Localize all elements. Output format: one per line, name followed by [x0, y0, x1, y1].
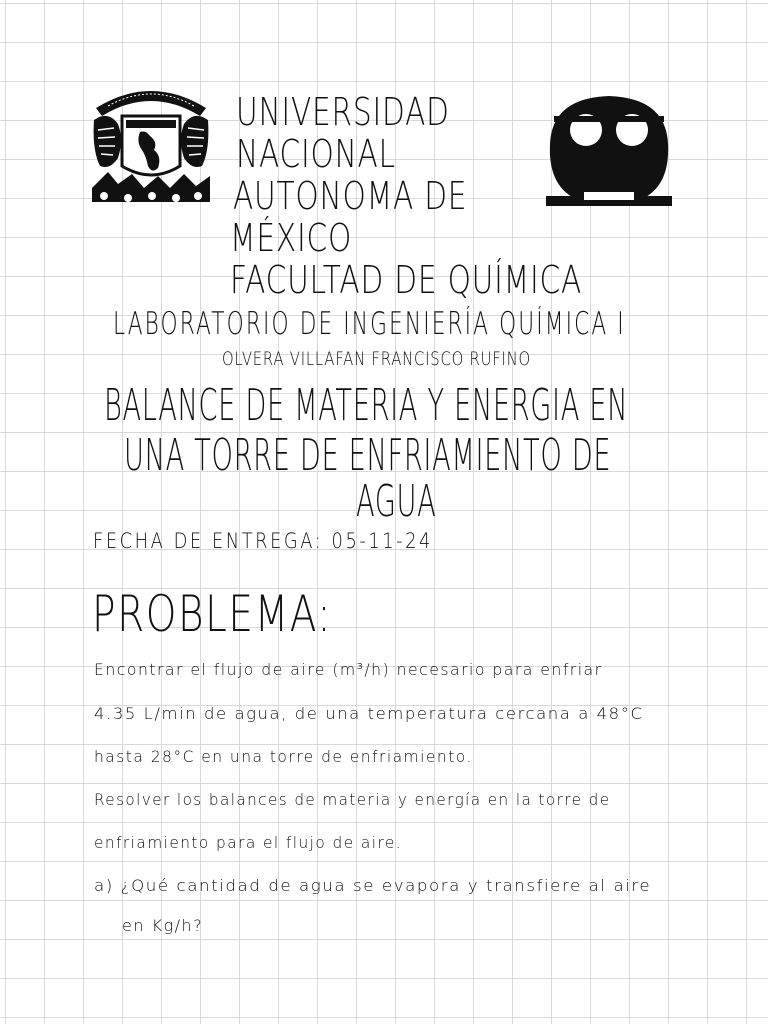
problem-line-1: Encontrar el flujo de aire (m³/h) necesario para enfriar	[94, 660, 603, 679]
university-line-3: AUTONOMA DE	[233, 174, 468, 218]
report-title-line-1: BALANCE DE MATERIA Y ENERGIA EN	[104, 380, 629, 431]
university-line-4: MÉXICO	[230, 216, 353, 260]
problem-line-3: hasta 28°C en una torre de enfriamiento.	[94, 747, 473, 766]
report-title-line-2: UNA TORRE DE ENFRIAMIENTO DE	[124, 430, 612, 481]
author-name: OLVERA VILLAFAN FRANCISCO RUFINO	[222, 348, 531, 370]
unam-seal-logo	[88, 80, 214, 210]
problem-heading: PROBLEMA:	[92, 585, 333, 643]
delivery-date: FECHA DE ENTREGA: 05-11-24	[93, 529, 433, 553]
laboratory-name: LABORATORIO DE INGENIERÍA QUÍMICA I	[113, 306, 626, 342]
facultad-quimica-logo	[544, 92, 674, 212]
report-title-line-3: AGUA	[356, 476, 437, 527]
problem-line-2: 4.35 L/min de agua, de una temperatura cercana a 48°C	[94, 704, 644, 723]
question-a-continuation: en Kg/h?	[122, 916, 204, 935]
university-line-1: UNIVERSIDAD	[236, 90, 450, 134]
problem-line-4: Resolver los balances de materia y energía en la torre de	[94, 790, 611, 809]
faculty-name: FACULTAD DE QUÍMICA	[230, 258, 583, 302]
question-a: a) ¿Qué cantidad de agua se evapora y transfiere al aire	[94, 876, 652, 895]
problem-line-5: enfriamiento para el flujo de aire.	[94, 833, 403, 852]
university-line-2: NACIONAL	[236, 132, 396, 176]
